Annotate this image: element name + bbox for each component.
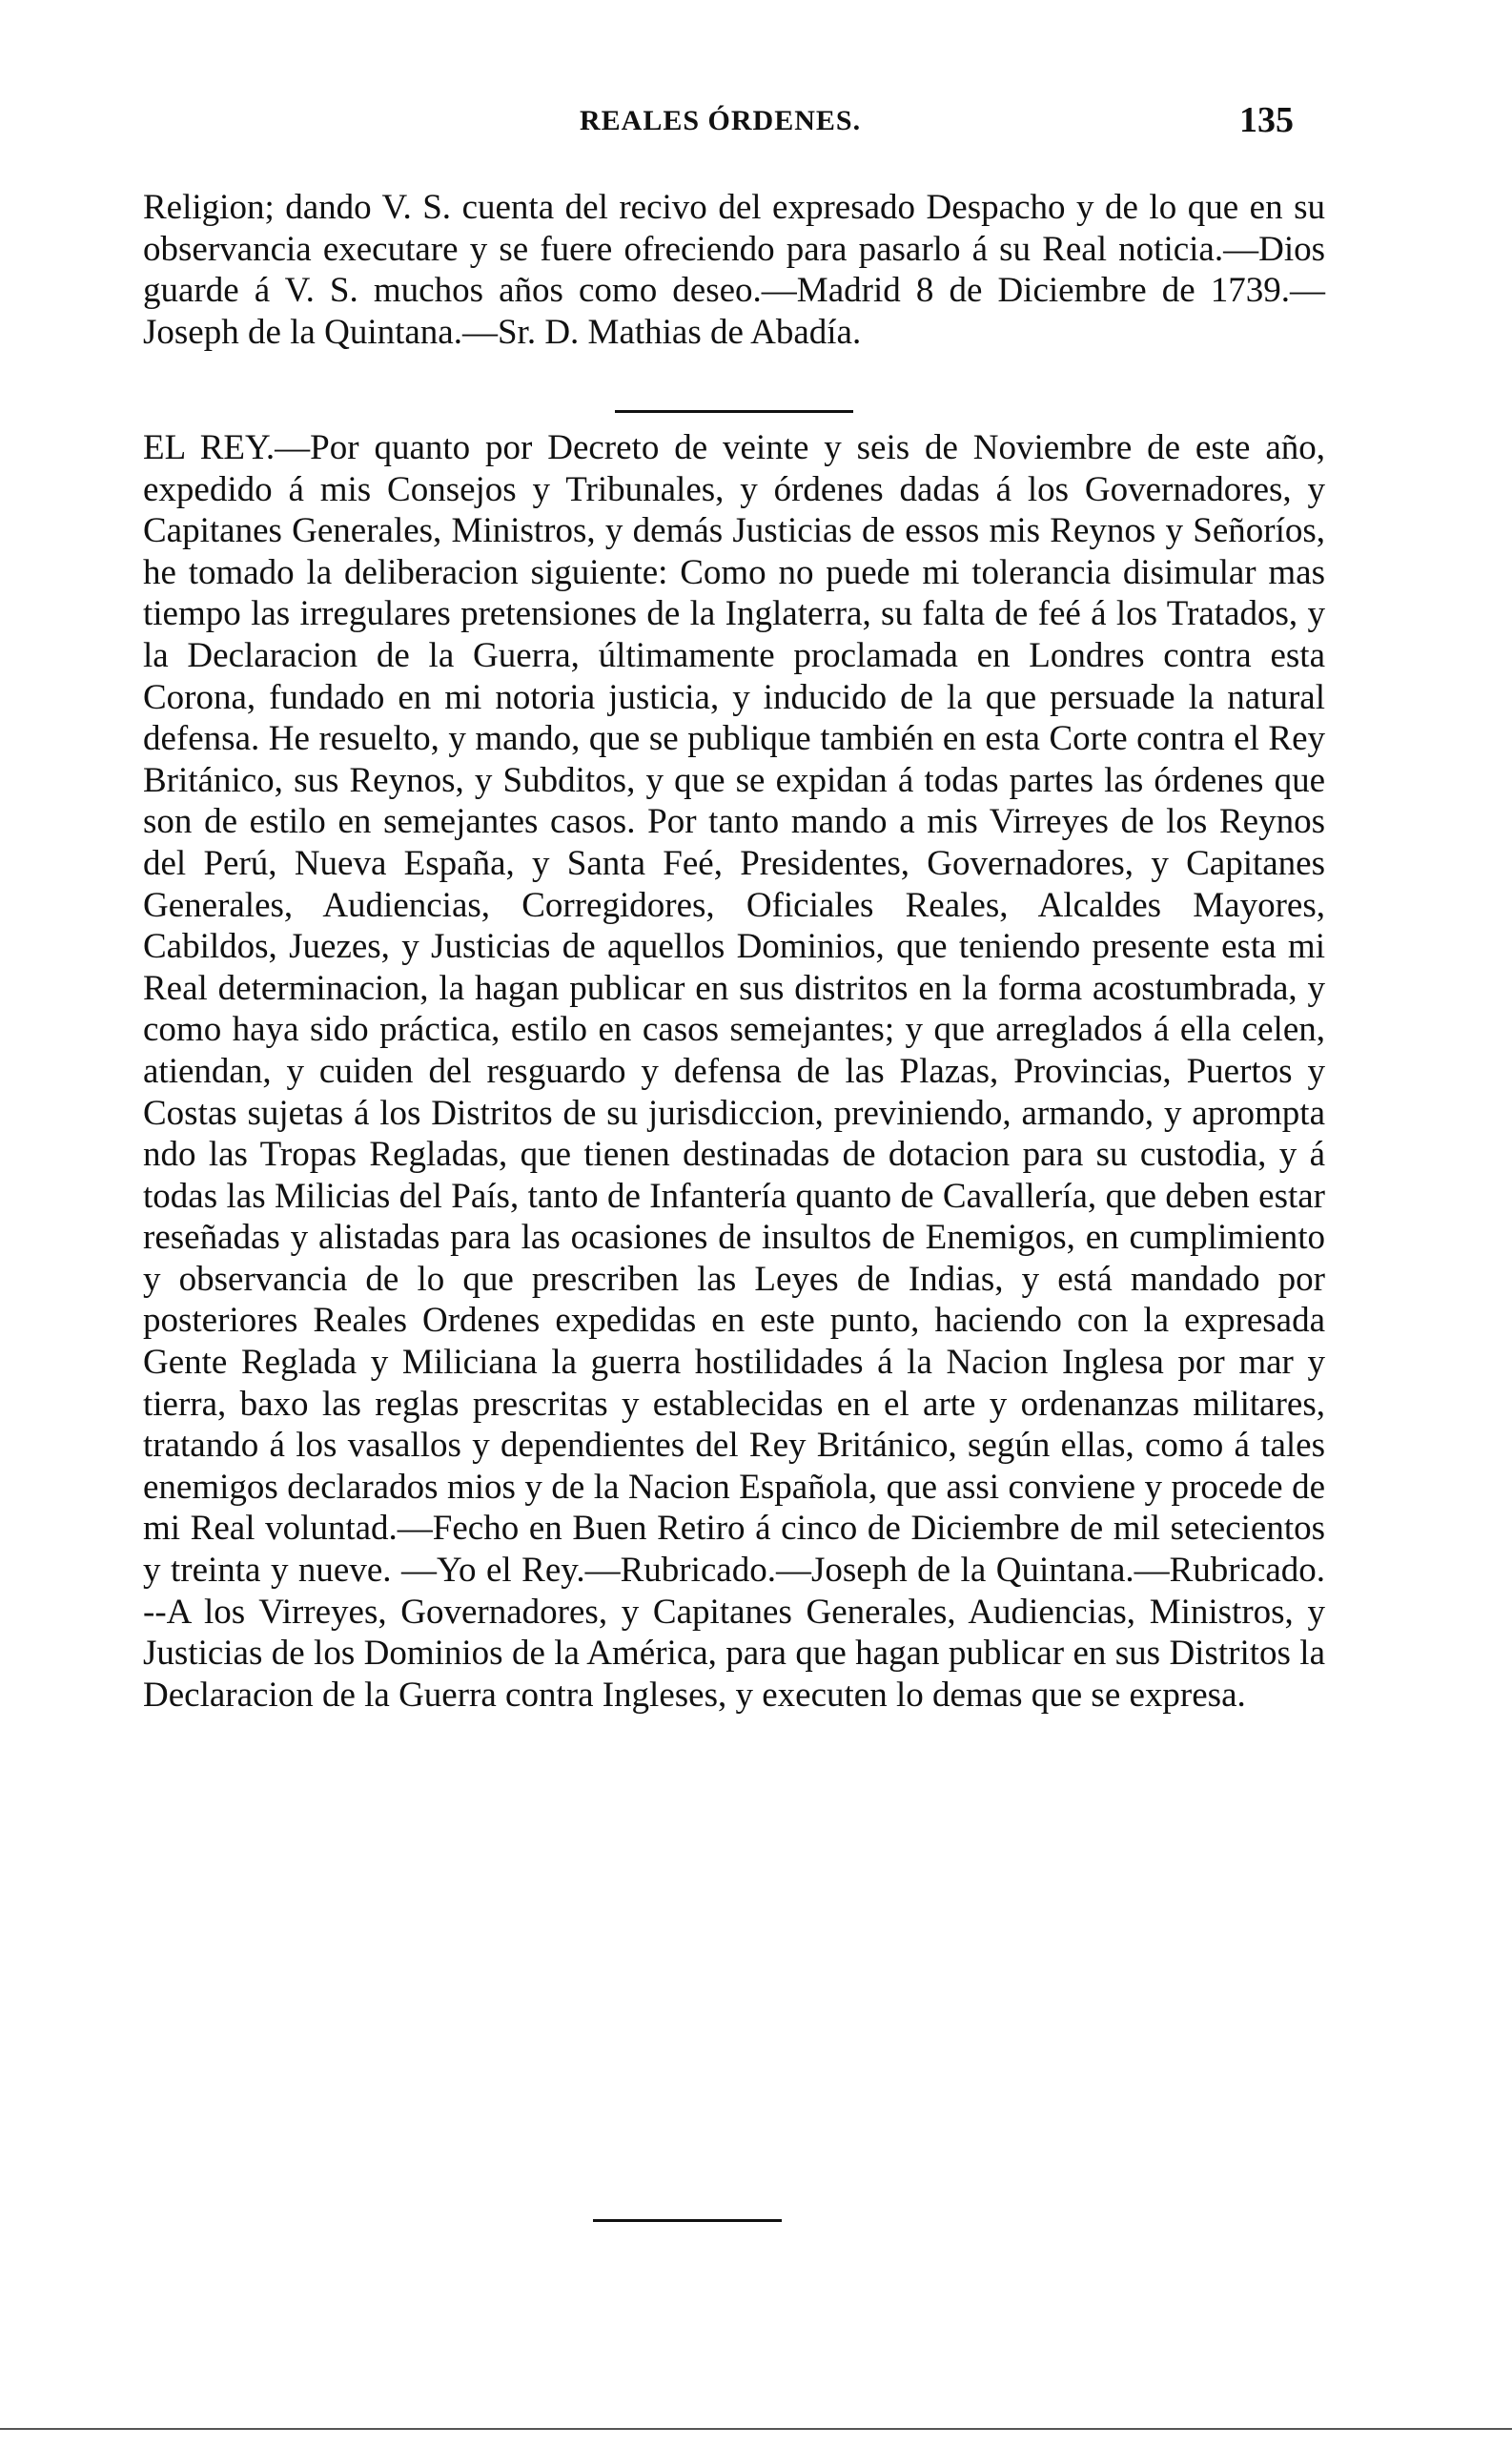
- section-divider: [615, 410, 853, 413]
- page-edge-line: [0, 2428, 1512, 2430]
- page-number: 135: [1239, 100, 1294, 140]
- end-divider: [593, 2219, 782, 2222]
- paragraph-closing-letter: Religion; dando V. S. cuenta del recivo del expresado Despacho y de lo que en su observancia executare y se fuere ofreciendo para pasarlo á su Real noticia.—Dios guarde á V. S. muchos años como deseo.—Madrid 8 de Diciembre de 1739.—Joseph de la Quintana.—Sr. D. Mathias de Abadía.: [143, 188, 1325, 352]
- running-title: REALES ÓRDENES.: [580, 105, 862, 136]
- paragraph-royal-decree: EL REY.—Por quanto por Decreto de veinte y seis de Noviembre de este año, expedido á mis Consejos y Tribunales, y órdenes dadas á los Governadores, y Capitanes Generales, Ministros, y demás Justicias de essos mis Reynos y Señoríos, he tomado la deliberacion siguiente: Como no puede mi tolerancia disimular mas tiempo las irregulares pretensiones de la Inglaterra, su falta de feé á los Tratados, y la Declaracion de la Guerra, últimamente proclamada en Londres contra esta Corona, fundado en mi notoria justicia, y inducido de la que persuade la natural defensa. He resuelto, y mando, que se publique también en esta Corte contra el Rey Británico, sus Reynos, y Subditos, y que se expidan á todas partes las órdenes que son de estilo en semejantes casos. Por tanto mando a mis Virreyes de los Reynos del Perú, Nueva España, y Santa Feé, Presidentes, Governadores, y Capitanes Generales, Audiencias, Corregidores, Oficiales Reales, Alcaldes Mayores, Cabildos, Juezes, y Justicias de aquellos Dominios, que teniendo presente esta mi Real determinacion, la hagan publicar en sus distritos en la forma acostumbrada, y como haya sido práctica, estilo en casos semejantes; y que arreglados á ella celen, atiendan, y cuiden del resguardo y defensa de las Plazas, Provincias, Puertos y Costas sujetas á los Distritos de su jurisdiccion, previniendo, armando, y aprompta ndo las Tropas Regladas, que tienen destinadas de dotacion para su custodia, y á todas las Milicias del País, tanto de Infantería quanto de Cavallería, que deben estar reseñadas y alistadas para las ocasiones de insultos de Enemigos, en cumplimiento y observancia de lo que prescriben las Leyes de Indias, y está mandado por posteriores Reales Ordenes expedidas en este punto, haciendo con la expresada Gente Reglada y Miliciana la guerra hostilidades á la Nacion Inglesa por mar y tierra, baxo las reglas prescritas y establecidas en el arte y ordenanzas militares, tratando á los vasallos y dependientes del Rey Británico, según ellas, como á tales enemigos declarados mios y de la Nacion Española, que assi conviene y procede de mi Real voluntad.—Fecho en Buen Retiro á cinco de Diciembre de mil setecientos y treinta y nueve. —Yo el Rey.—Rubricado.—Joseph de la Quintana.—Rubricado. --A los Virreyes, Governadores, y Capitanes Generales, Audiencias, Ministros, y Justicias de los Dominios de la América, para que hagan publicar en sus Distritos la Declaracion de la Guerra contra Ingleses, y executen lo demas que se expresa.: [143, 428, 1325, 1715]
